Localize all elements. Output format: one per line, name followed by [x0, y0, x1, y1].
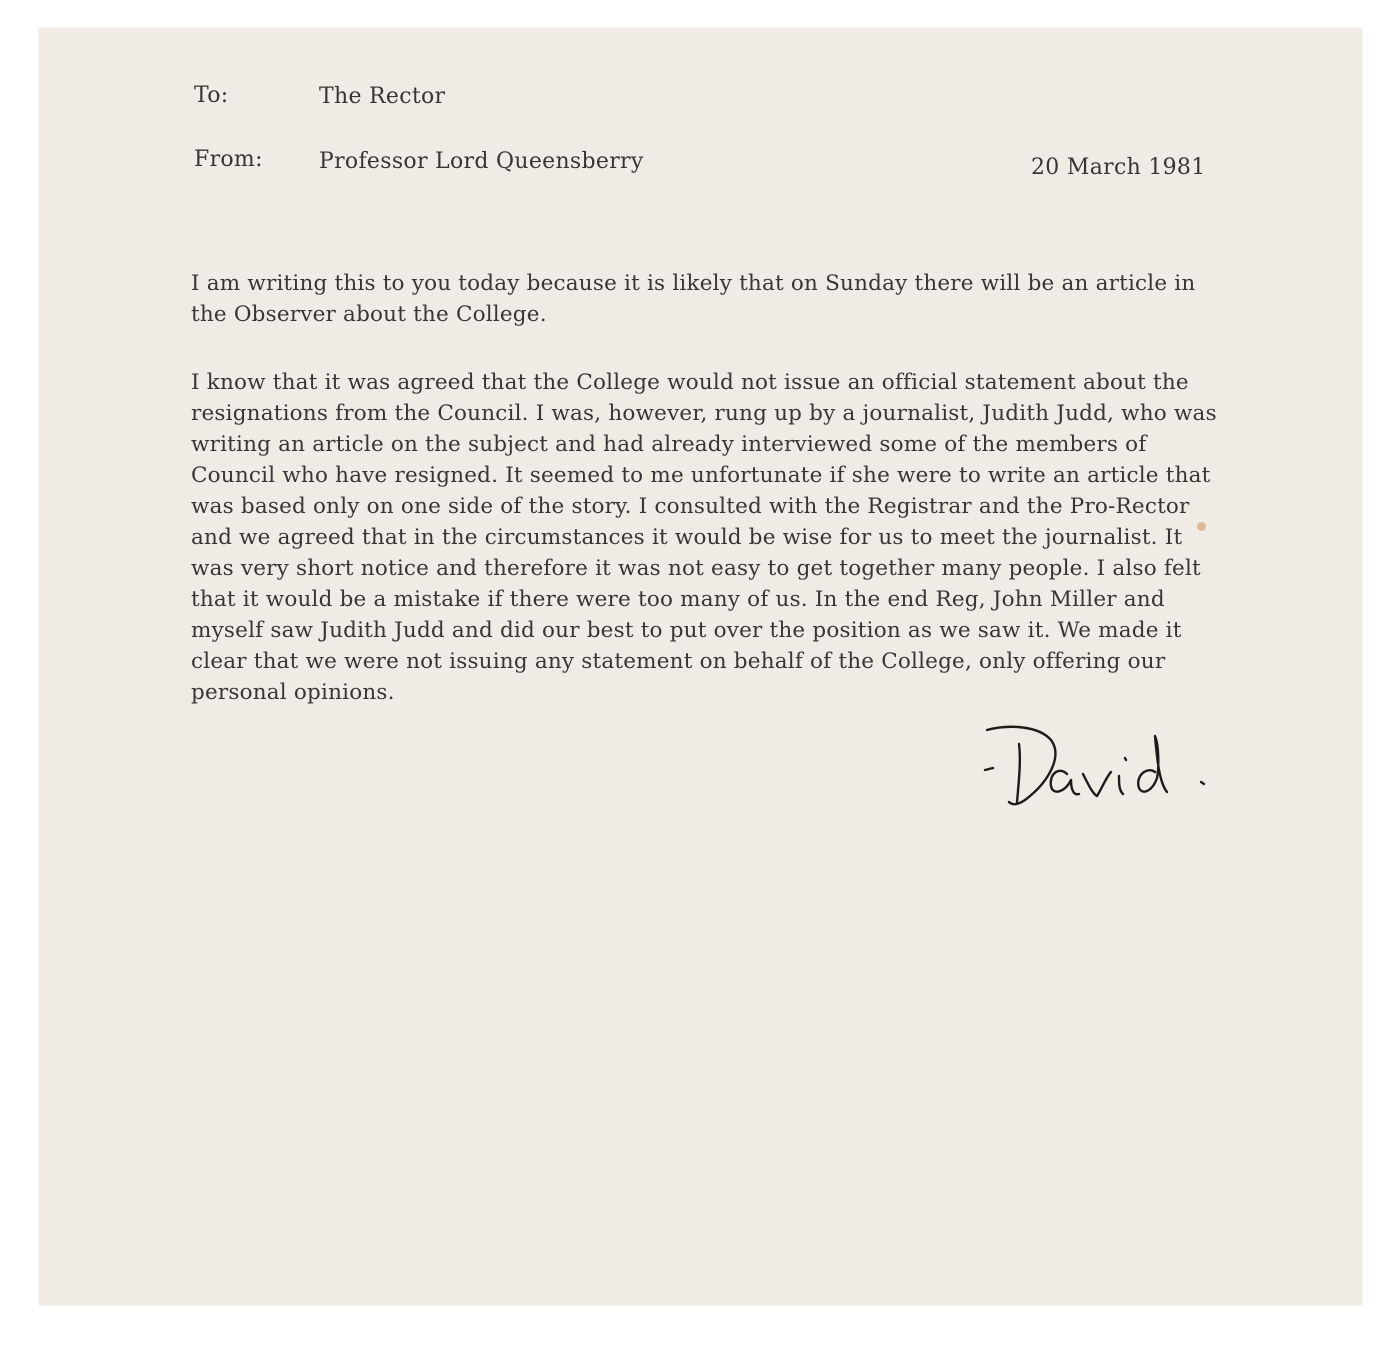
- to-value: The Rector: [319, 84, 446, 109]
- body-paragraph-1: I am writing this to you today because it is likely that on Sunday there will be an article in the Observer about the College.: [191, 271, 1196, 327]
- to-label: To:: [194, 83, 229, 108]
- stain-mark: [1197, 522, 1206, 531]
- memo-sheet: [39, 28, 1362, 1305]
- body-paragraph-2: I know that it was agreed that the College would not issue an official statement about the resignations from the Council. I was, however, rung up by a journalist, Judith Judd, who was writing an article on the subject and had already interviewed some of the members of Council who have resigned. It seemed to me unfortunate if she were to write an article that was based only on one side of the story. I consulted with the Registrar and the Pro-Rector and we agreed that in the circumstances it would be wise for us to meet the journalist. It was very short notice and therefore it was not easy to get together many people. I also felt that it would be a mistake if there were too many of us. In the end Reg, John Miller and myself saw Judith Judd and did our best to put over the position as we saw it. We made it clear that we were not issuing any statement on behalf of the College, only offering our personal opinions.: [191, 370, 1217, 705]
- from-label: From:: [194, 147, 263, 172]
- from-value: Professor Lord Queensberry: [319, 149, 644, 174]
- memo-date: 20 March 1981: [1031, 155, 1206, 180]
- handwritten-signature: [979, 718, 1209, 818]
